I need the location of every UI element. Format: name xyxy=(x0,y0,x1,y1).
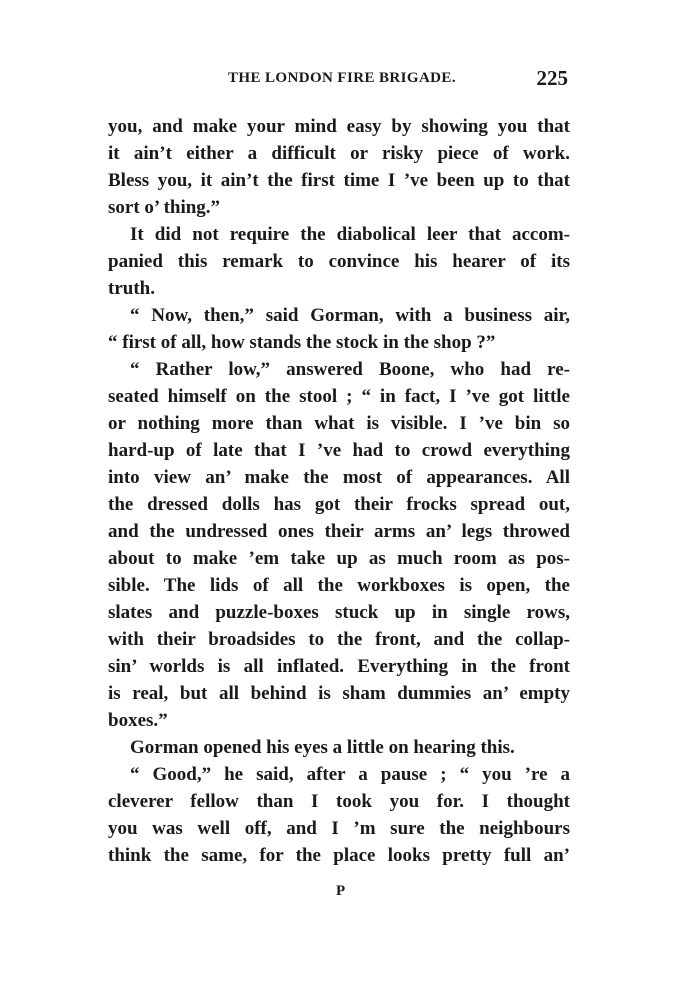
running-title: THE LONDON FIRE BRIGADE. xyxy=(228,70,456,86)
text-line: panied this remark to convince his hearer of its xyxy=(108,251,570,272)
text-line: Bless you, it ain’t the first time I ’ve been up to that xyxy=(108,170,570,191)
paragraph xyxy=(108,356,570,734)
paragraph xyxy=(108,113,570,221)
paragraph xyxy=(108,302,570,356)
text-line: think the same, for the place looks pretty full an’ xyxy=(108,845,570,866)
text-line: into view an’ make the most of appearances. All xyxy=(108,467,570,488)
page-number: 225 xyxy=(536,66,568,90)
text-line: seated himself on the stool ; “ in fact, I ’ve got little xyxy=(108,386,570,407)
paragraph xyxy=(108,221,570,302)
text-line: sort o’ thing.” xyxy=(108,197,221,218)
paragraph xyxy=(108,734,570,761)
text-line: It did not require the diabolical leer that accom- xyxy=(130,224,570,245)
text-line: is real, but all behind is sham dummies an’ empty xyxy=(108,683,570,704)
text-line: boxes.” xyxy=(108,710,168,731)
text-line: the dressed dolls has got their frocks spread out, xyxy=(108,494,570,515)
body-text xyxy=(108,113,570,869)
text-line: you, and make your mind easy by showing you that xyxy=(108,116,570,137)
text-line: Gorman opened his eyes a little on hearing this. xyxy=(130,737,515,758)
text-line: “ Good,” he said, after a pause ; “ you ’re a xyxy=(130,764,570,785)
running-head xyxy=(108,66,570,92)
paragraph xyxy=(108,761,570,869)
text-line: “ Rather low,” answered Boone, who had re- xyxy=(130,359,570,380)
text-line: “ first of all, how stands the stock in the shop ?” xyxy=(108,332,496,353)
text-line: cleverer fellow than I took you for. I thought xyxy=(108,791,570,812)
text-line: “ Now, then,” said Gorman, with a business air, xyxy=(130,305,570,326)
text-line: about to make ’em take up as much room as pos- xyxy=(108,548,570,569)
text-line: hard-up of late that I ’ve had to crowd everything xyxy=(108,440,570,461)
text-line: and the undressed ones their arms an’ legs throwed xyxy=(108,521,570,542)
text-line: truth. xyxy=(108,278,155,299)
text-line: sible. The lids of all the workboxes is open, the xyxy=(108,575,570,596)
text-line: slates and puzzle-boxes stuck up in single rows, xyxy=(108,602,570,623)
signature-mark: P xyxy=(336,883,346,899)
text-line: sin’ worlds is all inflated. Everything in the front xyxy=(108,656,570,677)
text-line: it ain’t either a difficult or risky piece of work. xyxy=(108,143,570,164)
text-line: or nothing more than what is visible. I ’ve bin so xyxy=(108,413,570,434)
text-line: with their broadsides to the front, and the collap- xyxy=(108,629,570,650)
text-line: you was well off, and I ’m sure the neighbours xyxy=(108,818,570,839)
